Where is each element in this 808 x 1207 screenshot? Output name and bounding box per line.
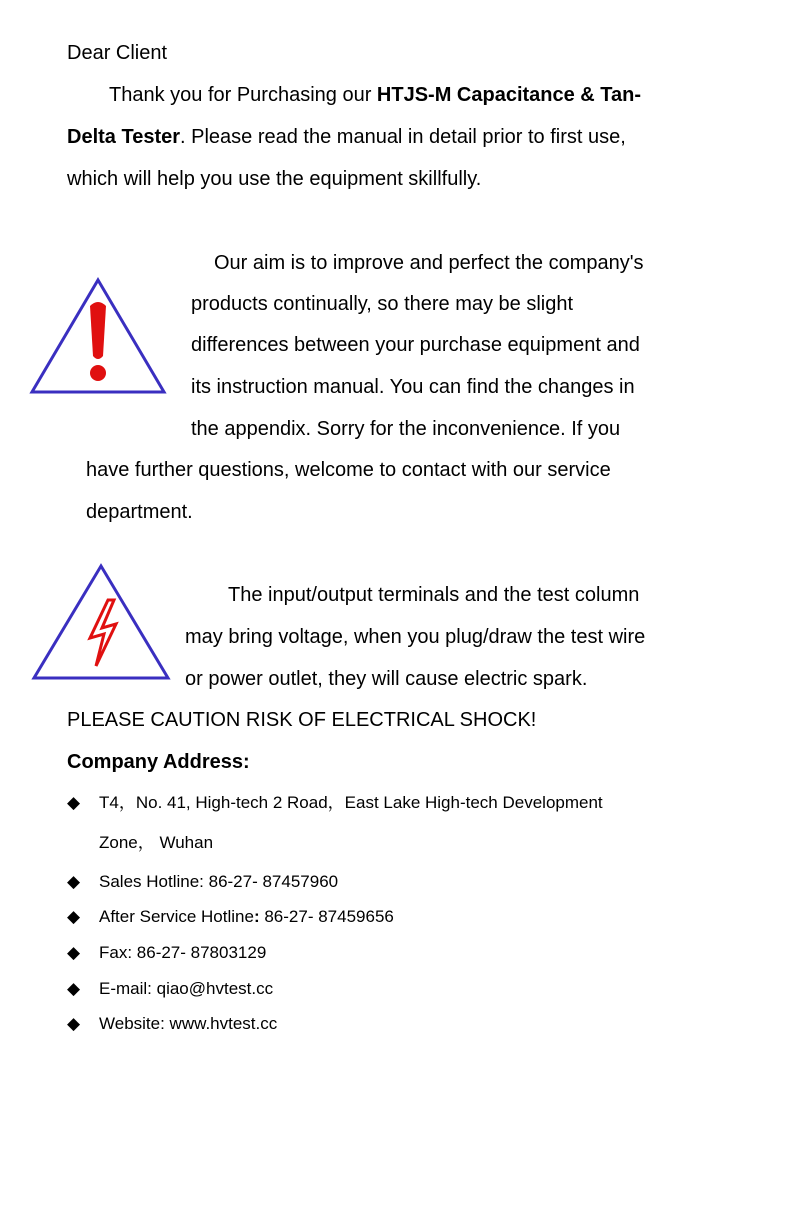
intro-line-3: which will help you use the equipment skillfully. xyxy=(67,168,482,190)
product-name-cont: Delta Tester xyxy=(67,126,181,148)
shock-line-2: may bring voltage, when you plug/draw the test wire xyxy=(185,626,646,648)
address-line-2: Zone， Wuhan xyxy=(99,833,214,852)
intro-text-cont: . Please read the manual in detail prior to first use, xyxy=(180,126,626,148)
notice-line-6: have further questions, welcome to contact with our service xyxy=(86,459,611,481)
warning-exclamation-icon xyxy=(28,276,168,396)
fax: Fax: 86-27- 87803129 xyxy=(99,943,267,962)
website[interactable]: Website: www.hvtest.cc xyxy=(99,1014,278,1033)
bullet-icon: ◆ xyxy=(67,907,81,926)
notice-line-5: the appendix. Sorry for the inconvenience. If you xyxy=(191,418,621,440)
address-line-1: T4，No. 41, High-tech 2 Road，East Lake High-tech Development xyxy=(99,793,603,812)
bullet-icon: ◆ xyxy=(67,1014,81,1033)
bullet-icon: ◆ xyxy=(67,979,81,998)
after-service-colon: : xyxy=(253,907,260,926)
notice-line-3: differences between your purchase equipment and xyxy=(191,334,640,356)
bullet-icon: ◆ xyxy=(67,943,81,962)
intro-line-1 xyxy=(109,83,641,107)
notice-line-4: its instruction manual. You can find the changes in xyxy=(191,376,635,398)
notice-line-7: department. xyxy=(86,501,193,523)
after-service-label: After Service Hotline xyxy=(99,907,254,926)
shock-line-3: or power outlet, they will cause electric spark. xyxy=(185,668,588,690)
email[interactable]: E-mail: qiao@hvtest.cc xyxy=(99,979,274,998)
intro-line-2 xyxy=(67,125,626,149)
notice-line-1: Our aim is to improve and perfect the company's xyxy=(214,252,644,274)
intro-text: Thank you for Purchasing our xyxy=(109,84,377,106)
after-service-number: 86-27- 87459656 xyxy=(259,907,394,926)
notice-line-2: products continually, so there may be slight xyxy=(191,293,574,315)
electric-shock-warning-icon xyxy=(30,562,172,682)
shock-caution: PLEASE CAUTION RISK OF ELECTRICAL SHOCK! xyxy=(67,709,537,731)
after-service-hotline xyxy=(99,906,394,928)
sales-hotline: Sales Hotline: 86-27- 87457960 xyxy=(99,872,339,891)
product-name: HTJS-M Capacitance & Tan- xyxy=(376,84,642,106)
bullet-icon: ◆ xyxy=(67,872,81,891)
shock-line-1: The input/output terminals and the test column xyxy=(228,584,640,606)
company-address-heading: Company Address: xyxy=(67,751,250,773)
greeting: Dear Client xyxy=(67,42,168,64)
bullet-icon: ◆ xyxy=(67,793,81,812)
